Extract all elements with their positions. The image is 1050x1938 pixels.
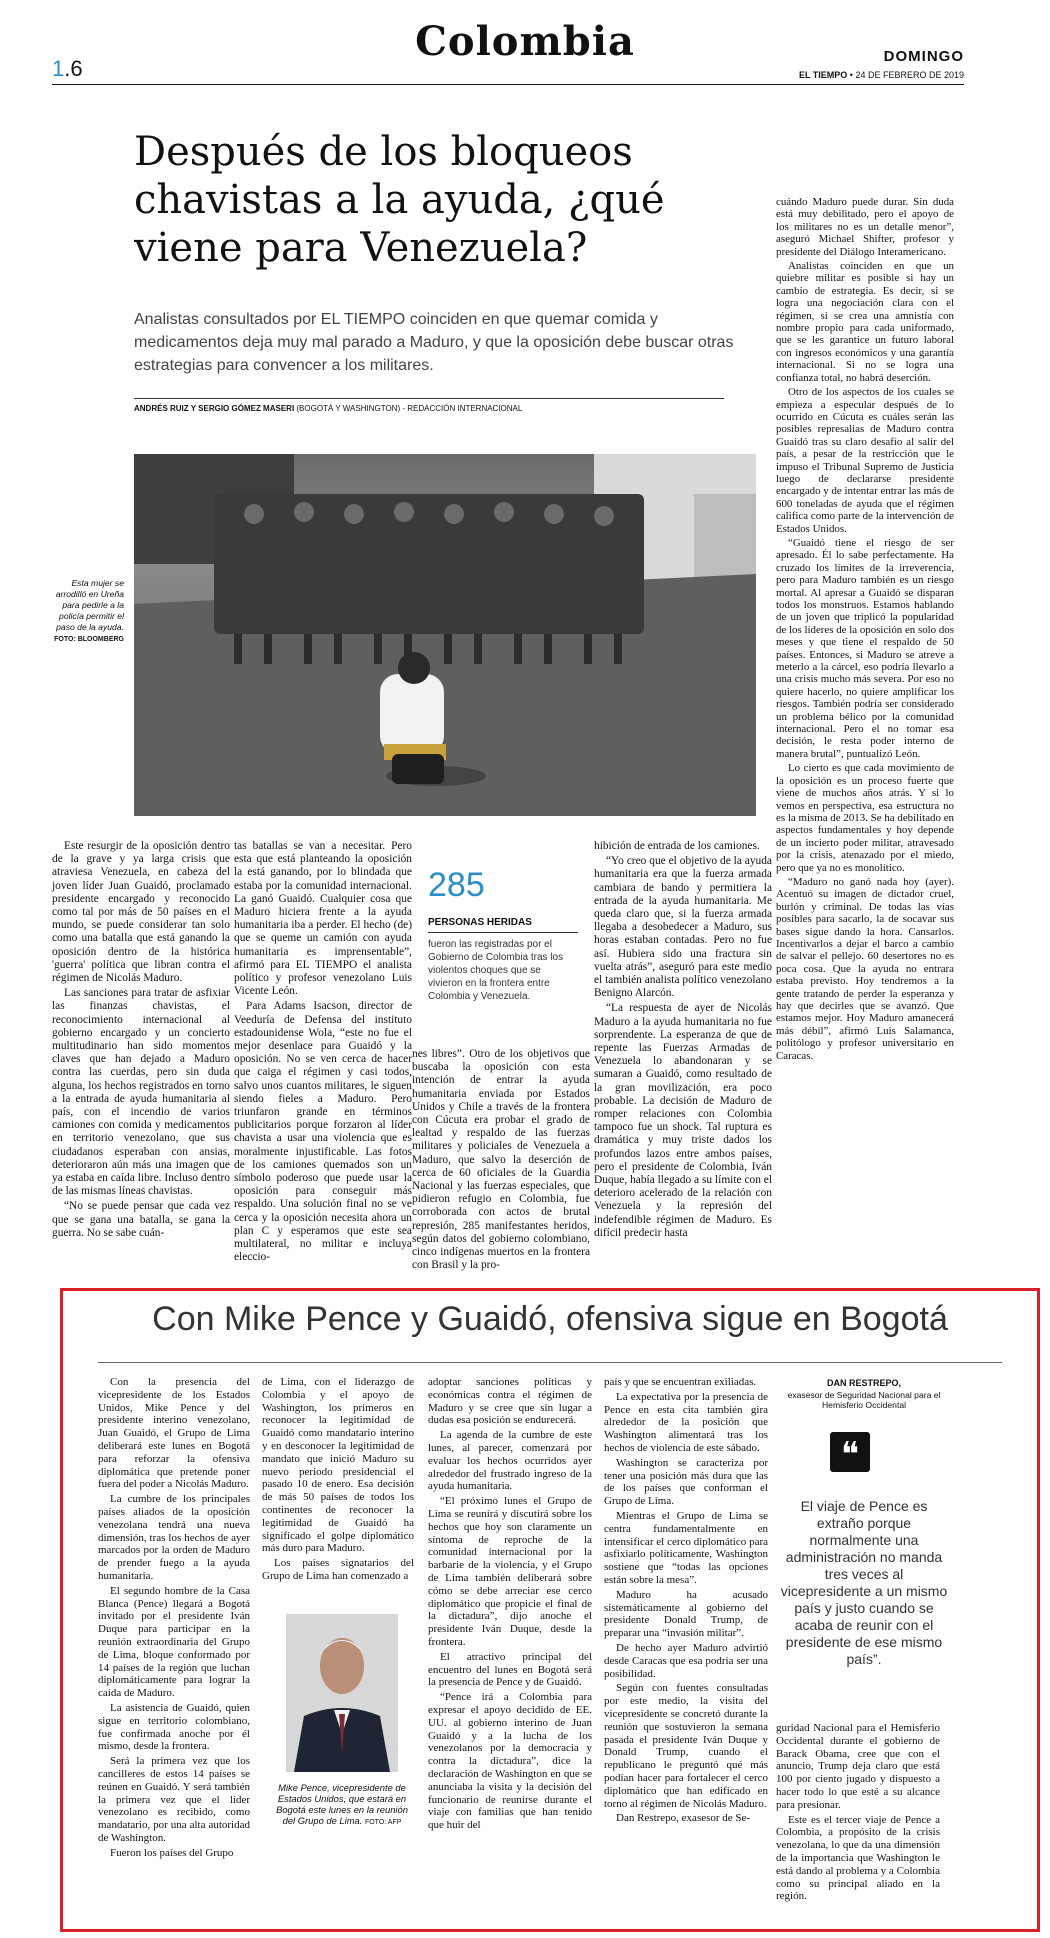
pence-photo	[286, 1614, 398, 1772]
pence-caption-text: Mike Pence, vicepresidente de Estados Unidos, que estará en Bogotá este lunes en la reunión del Grupo de Lima.	[276, 1782, 408, 1826]
paragraph: La asistencia de Guaidó, quien sigue en territorio colombiano, fue confirmada anoche por él mismo, desde la frontera.	[98, 1701, 250, 1753]
paragraph: “Guaidó tiene el riesgo de ser apresado. Él lo sabe perfectamente. Ha cruzado los límites de la irreverencia, pero para Maduro también es un riesgo mortal. Al apresar a Guaidó se disparan todos los monstruos. Estamos hablando de un joven que triplicó la popularidad de los líderes de la oposición en solo dos meses y que tiene el respaldo de 50 países. Entonces, si Maduro se atreve a meterlo a la cárcel, eso podría llevarlo a una crisis mucho más severa. Por eso no quiere hacerlo, no quiere amplificar los riesgos. También podría ser considerado un problema bélico por la comunidad internacional. Pero el no tomar esa decisión, le resta poder interno de manera brutal”, puntualizó León.	[776, 536, 954, 760]
photo-kneeling-woman	[134, 454, 756, 816]
paragraph: adoptar sanciones políticas y económicas contra el régimen de Maduro y se cree que sin lugar a dudas esa posición se endurecerá.	[428, 1376, 592, 1427]
paragraph: Analistas coinciden en que un quiebre militar es posible si hay un cambio de estrategia. Es decir, si se logra una negociación clara con el régimen, si se crea una amnistía con nombre propio para cada uniformado, que se les garantice un futuro laboral con ingresos económicos y una garantía internacional. Si no se logra una confianza total, no habrá deserción.	[776, 260, 954, 384]
paragraph: Washington se caracteriza por tener una posición más dura que las de los países que conforman el Grupo de Lima.	[604, 1456, 768, 1508]
dek: Analistas consultados por EL TIEMPO coinciden en que quemar comida y medicamentos deja muy mal parado a Maduro, y que la oposición debe buscar otras estrategias para convencer a los militares.	[134, 311, 734, 374]
paragraph: hibición de entrada de los camiones.	[594, 840, 760, 852]
paragraph: El segundo hombre de la Casa Blanca (Pence) llegará a Bogotá invitado por el presidente Iván Duque para participar en la reunión extraordinaria del Grupo de Lima, bloque conformado por 14 países de la región que luchan diplomáticamente para lograr la caída de Maduro.	[98, 1584, 250, 1700]
article-col-4	[594, 840, 772, 1242]
article-col-3	[412, 1048, 590, 1274]
dateline	[799, 70, 964, 80]
paragraph: de Lima, con el liderazgo de Colombia y el apoyo de Washington, los primeros en reconocer la legitimidad de Guaidó como mandatario interino y en desconocer la legitimidad de mandato que inició Maduro su nuevo periodo presidencial el pasado 10 de enero. Esa decisión de más 50 países de todos los continentes de reconocer la legitimidad de Guaidó ha significado el golpe diplomático más duro para Maduro.	[262, 1376, 414, 1555]
article-col-1	[52, 840, 230, 1242]
paragraph: “La respuesta de ayer de Nicolás Maduro a la ayuda humanitaria no fue sorprendente. La esperanza de que de repente las Fuerzas Armadas de Venezuela lo abandonaran y se sumaran a Guaidó, como resultado de la gran movilización, era poco probable. La decisión de Maduro de romper relaciones con Colombia tampoco fue un shock. Tal ruptura es dramática y muy triste dados los profundos lazos entre ambos países, pero el presidente de Colombia, Iván Duque, había llegado a su límite con el deterioro acelerado de la relación con Venezuela y la represión del indefendible régimen de Maduro. Es difícil predecir hasta	[594, 1002, 772, 1239]
paragraph: De hecho ayer Maduro advirtió desde Caracas que esa podría ser una posibilidad.	[604, 1641, 768, 1680]
paragraph: Mientras el Grupo de Lima se centra fundamentalmente en intensificar el cerco diplomático para asfixiarlo políticamente, Washington sostiene que “todas las opciones están sobre la mesa”.	[604, 1509, 768, 1586]
quote-author: DAN RESTREPO,	[826, 1378, 901, 1388]
pence-caption	[276, 1782, 408, 1828]
photo-caption	[52, 578, 124, 645]
page-number-suffix: .6	[64, 56, 83, 81]
day-label: DOMINGO	[883, 48, 964, 65]
section-title: Colombia	[415, 18, 635, 65]
paragraph: Dan Restrepo, exasesor de Se-	[616, 1812, 751, 1825]
byline-rule	[134, 398, 724, 399]
paragraph: país y que se encuentran exiliadas.	[604, 1376, 757, 1388]
box-col-5	[776, 1722, 940, 1905]
stat-label: PERSONAS HERIDAS	[428, 917, 532, 928]
stat-number: 285	[428, 866, 485, 904]
pull-quote: El viaje de Pence es extraño porque normalmente una administración no manda tres veces al vicepresidente a un mismo país y justo cuando se acaba de reunir con el presidente de ese mismo país”.	[780, 1498, 948, 1667]
paragraph: Los países signatarios del Grupo de Lima han comenzado a	[262, 1557, 414, 1582]
photo-credit: FOTO: BLOOMBERG	[54, 636, 124, 643]
paragraph: Lo cierto es que cada movimiento de la oposición es un proceso fuerte que viene de muchos años atrás. Y si lo vemos en perspectiva, esa estructura no es la misma de 2013. Se ha debilitado en aspectos fundamentales y hoy depende de un incierto poder militar, atravesado por la crisis, atenazado por el miedo, pero que ya no es monolítico.	[776, 762, 954, 874]
box-headline: Con Mike Pence y Guaidó, ofensiva sigue en Bogotá	[152, 1300, 948, 1338]
box-col-3	[428, 1376, 592, 1834]
box-col-1	[98, 1376, 250, 1861]
paragraph: Maduro ha acusado sistemáticamente al gobierno del presidente Donald Trump, de preparar una “invasión militar”.	[604, 1588, 768, 1640]
box-col-2	[262, 1376, 414, 1585]
paragraph: “No se puede pensar que cada vez que se gana una batalla, se gana la guerra. No se sabe cuán-	[52, 1200, 230, 1239]
paragraph: La cumbre de los principales países aliados de la oposición venezolana tendrá una nueva dimensión, tras los hechos de ayer marcados por la orden de Maduro de prender fuego a la ayuda humanitaria.	[98, 1493, 250, 1582]
paragraph: “Maduro no ganó nada hoy (ayer). Acentuó su imagen de dictador cruel, burlón y criminal. De todas las vías posibles para sacarlo, la de socavar sus bases sigue dando la hora. Cansarlos. Incentivarlos a dejar el barco a cambio de salvar el pellejo. 60 desertores no es poca cosa. Que la ayuda no entrara estaba previsto. Hoy tendremos a la gente tratando de perder la esperanza y hay que decirles que se avanzó. Que estamos mejor. Hoy Maduro amanecerá más débil”, afirmó Luis Salamanca, politólogo y profesor universitario en Caracas.	[776, 875, 954, 1062]
box-headline-rule	[98, 1362, 1002, 1363]
paragraph: “Yo creo que el objetivo de la ayuda humanitaria era que la fuerza armada cambiara de bando y permitiera la entrada de la ayuda humanitaria. Me queda claro que, si la fuerza armada llegaba a desobedecer a Maduro, sus horas estaban contadas. Pero no fue así. Hubiera sido una fractura sin vuelta atrás”, aseguró para este medio el también analista político venezolano Benigno Alarcón.	[594, 855, 772, 1000]
headline: Después de los bloqueos chavistas a la ayuda, ¿qué viene para Venezuela?	[134, 129, 665, 271]
paragraph: El atractivo principal del encuentro del lunes en Bogotá será la presencia de Pence y de Guaidó.	[428, 1650, 592, 1689]
paragraph: Fueron los países del Grupo	[110, 1846, 234, 1859]
paragraph: Este es el tercer viaje de Pence a Colombia, a propósito de la crisis venezolana, lo que da una dimensión de la importancia que Washington le está dando al problema y a Colombia como su principal aliado en la región.	[776, 1813, 940, 1903]
paragraph: Será la primera vez que los cancilleres de estos 14 países se reúnen en Guaidó. Y será también la primera vez que el líder venezolano es recibido, como mandatario, por una alta autoridad de Washington.	[98, 1755, 250, 1844]
stat-description: fueron las registradas por el Gobierno de Colombia tras los violentos choques que se vivieron en la frontera entre Colombia y Venezuela.	[428, 939, 564, 1002]
quote-author-role: exasesor de Seguridad Nacional para el Hemisferio Occidental	[787, 1390, 941, 1410]
byline-rest: (BOGOTÁ Y WASHINGTON) - REDACCIÓN INTERNACIONAL	[294, 404, 523, 413]
main-photo	[134, 454, 756, 816]
box-col-4	[604, 1376, 768, 1827]
paragraph: nes libres”. Otro de los objetivos que buscaba la oposición con esta intención de entrar la ayuda humanitaria enviada por Estados Unidos y Chile a través de la frontera con Cúcuta era probar el grado de lealtad y respaldo de las fuerzas militares y policiales de Venezuela a Maduro, que salvo la deserción de cerca de 60 oficiales de la Guardia Nacional y las fuerzas especiales, que pidieron refugio en Colombia, fue corroborada con actos de brutal represión, 285 manifestantes heridos, según datos del gobierno colombiano, cinco indígenas muertos en la frontera con Brasil y la pro-	[412, 1048, 590, 1272]
byline-authors: ANDRÉS RUIZ Y SERGIO GÓMEZ MASERI	[134, 404, 295, 413]
paragraph: cuándo Maduro puede durar. Sin duda está muy debilitado, pero el apoyo de los militares no es un detalle menor”, aseguró Michael Shifter, profesor y presidente del Diálogo Interamericano.	[776, 196, 954, 258]
paragraph: Con la presencia del vicepresidente de los Estados Unidos, Mike Pence y del presidente interino venezolano, Juan Guaidó, el Grupo de Lima deliberará este lunes en Bogotá para reforzar la ofensiva diplomática que pretende poner fuera del poder a Nicolás Maduro.	[98, 1376, 250, 1491]
article-col-5	[776, 196, 954, 1064]
header-rule	[52, 84, 964, 85]
pence-credit: FOTO: AFP	[364, 1819, 402, 1826]
page-number-prefix: 1	[52, 56, 65, 81]
photo-caption-text: Esta mujer se arrodilló en Ureña para pedirle a la policía permitir el paso de la ayuda.	[55, 578, 124, 632]
date: • 24 DE FEBRERO DE 2019	[849, 70, 964, 80]
byline	[134, 404, 522, 413]
paragraph: La expectativa por la presencia de Pence en esta cita también gira alrededor de la posición que Washington alimentará tras los hechos de violencia de este sábado.	[604, 1390, 768, 1454]
paragraph: “Pence irá a Colombia para expresar el apoyo decidido de EE. UU. al gobierno interino de Juan Guaidó y a la lucha de los venezolanos por la democracia y contra la dictadura”, dice la declaración de Washington en que se anunciaba la visita y la decisión del funcionario de reunirse durante el viaje con familias que han tenido que huir del	[428, 1691, 592, 1832]
paragraph: La agenda de la cumbre de este lunes, al parecer, comenzará por evaluar los hechos ocurridos ayer alrededor del frustrado ingreso de la ayuda humanitaria.	[428, 1429, 592, 1493]
photo-mike-pence	[286, 1614, 398, 1772]
quote-mark-icon: ❝	[830, 1432, 870, 1472]
paragraph: guridad Nacional para el Hemisferio Occidental durante el gobierno de Barack Obama, cree que con el anuncio, Trump deja claro que está 100 por ciento jugado y dispuesto a hacer todo lo que esté a su alcance para presionar.	[776, 1722, 940, 1811]
paragraph: Este resurgir de la oposición dentro de la grave y ya larga crisis que atraviesa Venezuela, en cabeza del joven líder Juan Guaidó, proclamado presidente encargado y reconocido como tal por más de 50 países en el mundo, se puede considerar tan solo como una batalla que está ganando la oposición dentro de la histórica 'guerra' política que libran contra el régimen de Nicolás Maduro.	[52, 840, 230, 985]
article-col-2	[234, 840, 412, 1267]
stat-rule	[428, 932, 578, 933]
paragraph: Según con fuentes consultadas por este medio, la visita del vicepresidente se concretó durante la reunión que sostuvieron la semana pasada el presidente Iván Duque y Donald Trump, cuando el republicano le preguntó qué más podían hacer para fortalecer el cerco diplomático que han edificado en torno al régimen de Nicolás Maduro.	[604, 1682, 768, 1810]
paragraph: Las sanciones para tratar de asfixiar las finanzas chavistas, el reconocimiento internacional al gobierno encargado y un concierto multitudinario han sido momentos claves que han dejado a Maduro contra las cuerdas, pero sin duda alguna, los hechos registrados en torno a la entrada de ayuda humanitaria al país, con el incendio de varios camiones con comida y medicamentos en territorio venezolano, que sus ciudadanos esperaban con ansias, deterioraron aún más una imagen que ya estaba en caída libre. Incluso dentro de las mismas líneas chavistas.	[52, 987, 230, 1198]
paper-name: EL TIEMPO	[798, 70, 848, 80]
paragraph: “El próximo lunes el Grupo de Lima se reunirá y discutirá sobre los hechos que hoy son claramente un síntoma de reproche de la comunidad internacional por la barbarie de la violencia, y el Grupo de Lima también deliberará sobre cómo se debe arreciar ese cerco diplomático que propicie el final de la dictadura”, dijo anoche el presidente Iván Duque, desde la frontera.	[428, 1495, 592, 1648]
paragraph: Otro de los aspectos de los cuales se empieza a especular después de lo ocurrido en Cúcuta es cuáles serán las posibles represalias de Maduro contra Guaidó tras su claro desafío al salir del país, a pesar de la restricción que le impuso el Tribunal Supremo de Justicia luego de declararse presidente encargado y de intentar entrar las más de 600 toneladas de ayuda que el régimen califica como parte de la intervención de Estados Unidos.	[776, 386, 954, 535]
paragraph: tas batallas se van a necesitar. Pero esta que está planteando la oposición la está ganando, por lo blindada que estaba por la comunidad internacional. La ganó Guaidó. Cualquier cosa que Maduro hiciera frente a la ayuda humanitaria iba a perder. El hecho (de) que se queme un camión con ayuda humanitaria es imprensentable”, afirmó para EL TIEMPO el analista político y profesor venezolano Luis Vicente León.	[234, 840, 412, 998]
paragraph: Para Adams Isacson, director de Veeduría de Defensa del instituto estadounidense Wola, “este no fue el mejor desenlace para Guaidó y la oposición. No se ven cerca de hacer que caiga el régimen y casi todos, salvo unos cuantos militares, le siguen siendo fieles a Maduro. Pero triunfaron grande en términos publicitarios porque forzaron al líder chavista a usar una violencia que es moralmente injustificable. Las fotos de los camiones quemados son un símbolo poderoso que puede usar la oposición para conseguir más respaldo. Una solución final no se ve cerca y la oposición necesita ahora un plan C y esperamos que este sea multilateral, no militar e incluya eleccio-	[234, 1000, 412, 1264]
